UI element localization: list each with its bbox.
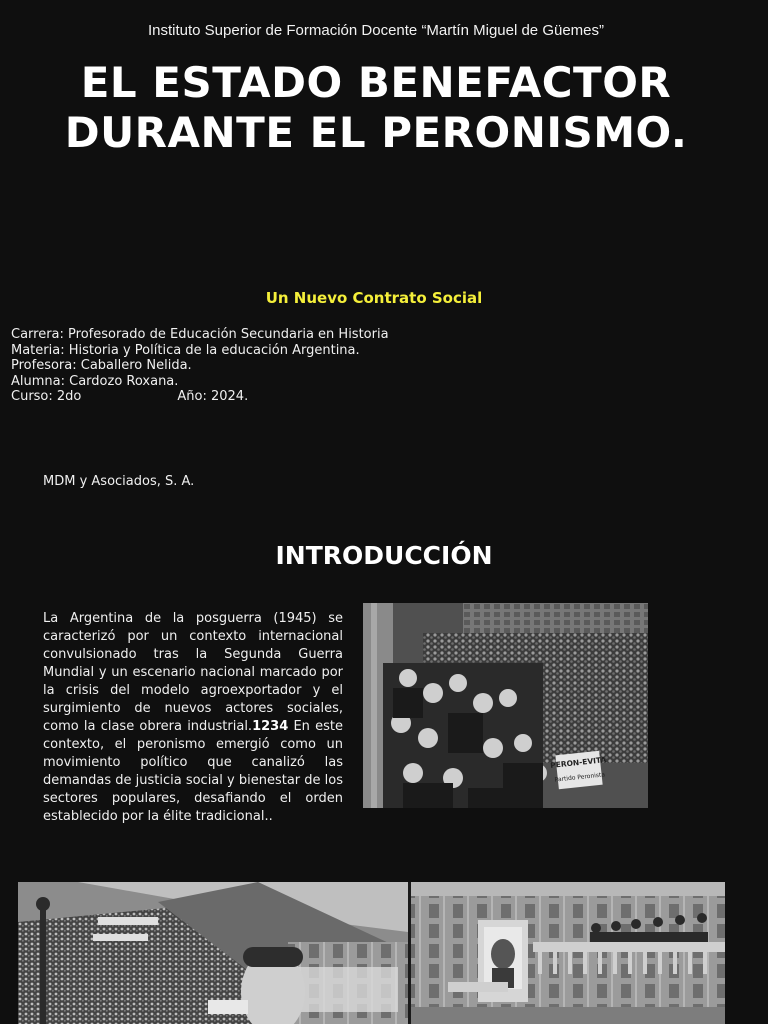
- info-profesora: Profesora: Caballero Nelida.: [11, 358, 192, 373]
- title-line-2: DURANTE EL PERONISMO.: [64, 108, 688, 157]
- info-curso-row: [11, 389, 389, 405]
- info-materia: Materia: Historia y Política de la educación Argentina.: [11, 342, 360, 358]
- title-line-1: EL ESTADO BENEFACTOR: [80, 58, 672, 107]
- intro-references: 1234: [252, 719, 289, 734]
- company-name: MDM y Asociados, S. A.: [43, 474, 195, 489]
- march-balcony-illustration: [18, 882, 725, 1024]
- institute-name: Instituto Superior de Formación Docente “Martín Miguel de Güemes”: [147, 22, 605, 39]
- march-and-balcony-photo: [18, 882, 725, 1024]
- course-info: [11, 327, 389, 405]
- info-carrera: Carrera: Profesorado de Educación Secundaria en Historia: [11, 327, 389, 342]
- intro-paragraph: [43, 610, 343, 826]
- info-curso: Curso: 2do: [11, 389, 82, 404]
- info-alumna: Alumna: Cardozo Roxana.: [11, 373, 179, 389]
- sign-line-1: PERON-EVITA: [549, 755, 607, 770]
- crowd-balcony-photo: [363, 603, 648, 808]
- info-anio: Año: 2024.: [177, 389, 249, 404]
- intro-heading: INTRODUCCIÓN: [275, 541, 493, 570]
- intro-text-before: La Argentina de la posguerra (1945) se caracterizó por un contexto internacional convulsionado tras la Segunda Guerra Mundial y un escenario nacional marcado por la crisis del modelo agroexportador y el surgimiento de nuevos actores sociales, como la clase obrera industrial.: [43, 611, 343, 734]
- subtitle: Un Nuevo Contrato Social: [265, 289, 483, 307]
- intro-text-after: En este contexto, el peronismo emergió como un movimiento político que canalizó las demandas de justicia social y bienestar de los sectores populares, desafiando el orden establecido por la élite tradicional..: [43, 719, 343, 824]
- sign-line-2: Partido Peronista: [554, 771, 606, 784]
- crowd-balcony-illustration: [363, 603, 648, 808]
- page-title: [20, 58, 732, 158]
